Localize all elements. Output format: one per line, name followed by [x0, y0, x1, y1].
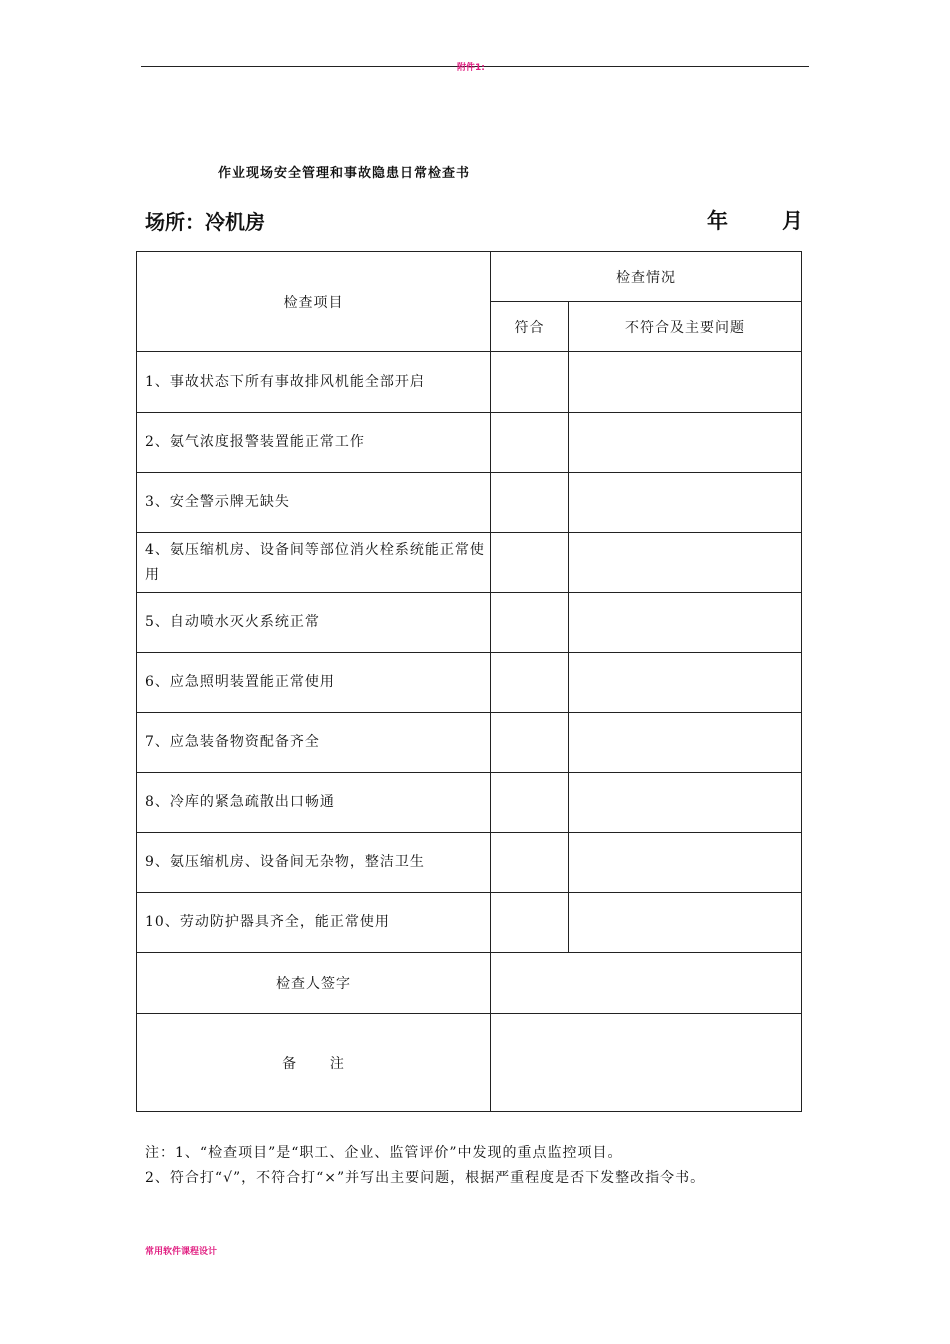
- conform-cell[interactable]: [491, 773, 569, 833]
- note-line-2: 2、符合打“√”，不符合打“×”并写出主要问题，根据严重程度是否下发整改指令书。: [145, 1170, 706, 1186]
- item-label: 1、事故状态下所有事故排风机能全部开启: [137, 352, 491, 413]
- footer-mark: 常用软件课程设计: [145, 1247, 218, 1257]
- table-row: [137, 773, 802, 833]
- nonconform-cell[interactable]: [569, 413, 802, 473]
- conform-cell[interactable]: [491, 713, 569, 773]
- conform-cell[interactable]: [491, 833, 569, 893]
- conform-cell[interactable]: [491, 893, 569, 953]
- table-row: [137, 833, 802, 893]
- table-row: [137, 713, 802, 773]
- conform-cell[interactable]: [491, 352, 569, 413]
- nonconform-cell[interactable]: [569, 352, 802, 413]
- year-label: 年: [707, 208, 728, 233]
- inspector-signature-cell[interactable]: [491, 953, 802, 1014]
- header-status: 检查情况: [491, 252, 802, 302]
- conform-cell[interactable]: [491, 653, 569, 713]
- table-row: [137, 533, 802, 593]
- notes: [145, 1141, 705, 1191]
- table-row: [137, 593, 802, 653]
- note-line-1: 注：1、“检查项目”是“职工、企业、监管评价”中发现的重点监控项目。: [145, 1145, 623, 1161]
- item-label: 3、安全警示牌无缺失: [137, 473, 491, 533]
- item-label: 4、氨压缩机房、设备间等部位消火栓系统能正常使用: [137, 533, 491, 593]
- nonconform-cell[interactable]: [569, 713, 802, 773]
- conform-cell[interactable]: [491, 533, 569, 593]
- remark-row: [137, 1014, 802, 1112]
- item-label: 6、应急照明装置能正常使用: [137, 653, 491, 713]
- table-row: [137, 893, 802, 953]
- nonconform-cell[interactable]: [569, 653, 802, 713]
- nonconform-cell[interactable]: [569, 833, 802, 893]
- item-label: 5、自动喷水灭火系统正常: [137, 593, 491, 653]
- nonconform-cell[interactable]: [569, 473, 802, 533]
- item-label: 8、冷库的紧急疏散出口畅通: [137, 773, 491, 833]
- header-conform: 符合: [491, 302, 569, 352]
- conform-cell[interactable]: [491, 413, 569, 473]
- header-item: 检查项目: [137, 252, 491, 352]
- nonconform-cell[interactable]: [569, 773, 802, 833]
- nonconform-cell[interactable]: [569, 893, 802, 953]
- item-label: 9、氨压缩机房、设备间无杂物，整洁卫生: [137, 833, 491, 893]
- nonconform-cell[interactable]: [569, 593, 802, 653]
- document-title: 作业现场安全管理和事故隐患日常检查书: [218, 166, 471, 181]
- conform-cell[interactable]: [491, 593, 569, 653]
- item-label: 2、氨气浓度报警装置能正常工作: [137, 413, 491, 473]
- header-mark: 附件1:: [457, 63, 485, 73]
- table-row: [137, 473, 802, 533]
- inspection-table: [136, 251, 802, 1112]
- table-row: [137, 352, 802, 413]
- item-label: 7、应急装备物资配备齐全: [137, 713, 491, 773]
- header-nonconform: 不符合及主要问题: [569, 302, 802, 352]
- table-row: [137, 653, 802, 713]
- item-label: 10、劳动防护器具齐全，能正常使用: [137, 893, 491, 953]
- table-row: [137, 413, 802, 473]
- nonconform-cell[interactable]: [569, 533, 802, 593]
- place-label: 场所：冷机房: [145, 210, 265, 234]
- inspector-row: [137, 953, 802, 1014]
- remark-label: 备 注: [137, 1014, 491, 1112]
- remark-cell[interactable]: [491, 1014, 802, 1112]
- month-label: 月: [782, 208, 803, 233]
- conform-cell[interactable]: [491, 473, 569, 533]
- inspector-label: 检查人签字: [137, 953, 491, 1014]
